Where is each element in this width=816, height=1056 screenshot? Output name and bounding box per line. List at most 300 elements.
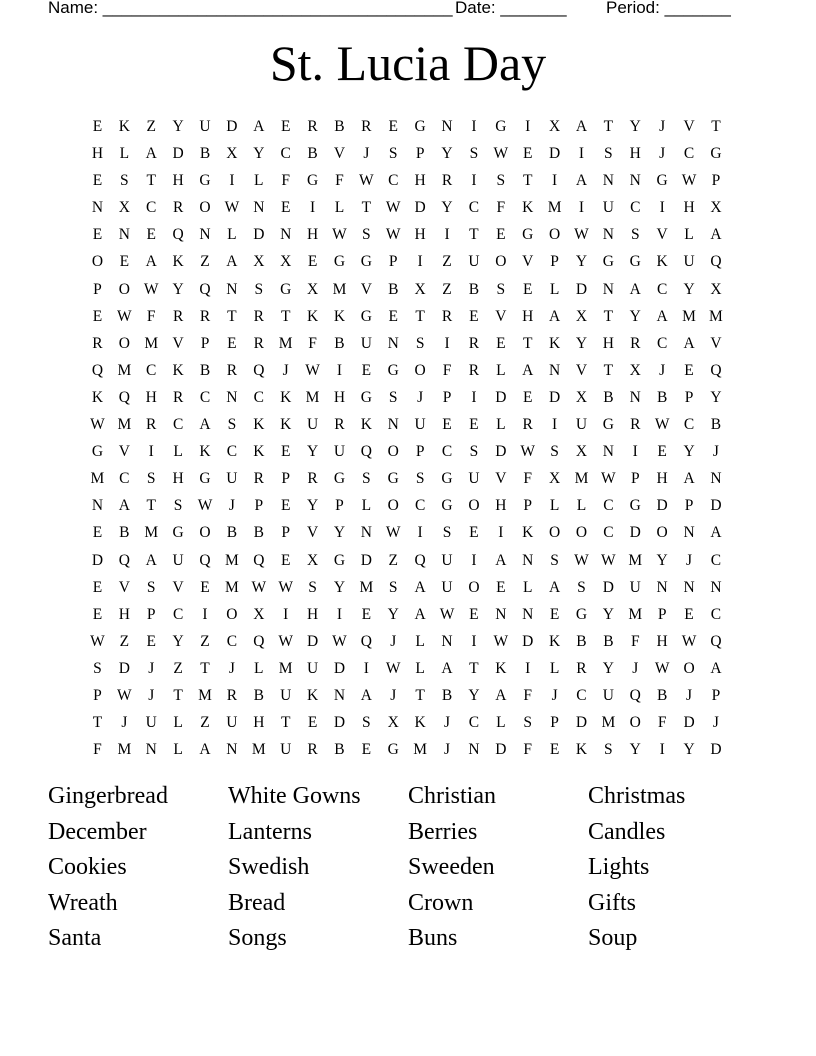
grid-letter: J	[632, 659, 639, 677]
grid-letter: W	[117, 307, 132, 325]
grid-letter: T	[415, 686, 425, 704]
grid-letter: V	[495, 307, 507, 325]
grid-letter: L	[496, 714, 506, 732]
grid-letter: B	[334, 741, 345, 759]
grid-letter: F	[523, 741, 532, 759]
grid-letter: F	[442, 361, 452, 379]
grid-letter: Y	[333, 578, 346, 596]
grid-letter: Q	[172, 226, 184, 244]
grid-letter: P	[146, 605, 156, 623]
grid-letter: K	[306, 686, 319, 704]
grid-letter: R	[522, 416, 533, 434]
grid-letter: N	[387, 416, 399, 434]
period-field: Period: _______	[606, 0, 731, 17]
grid-letter: E	[92, 226, 103, 244]
grid-letter: I	[578, 145, 585, 163]
grid-letter: A	[575, 172, 588, 190]
grid-letter: K	[280, 388, 292, 406]
grid-letter: S	[93, 659, 102, 677]
grid-letter: I	[578, 199, 585, 217]
grid-letter: C	[172, 605, 184, 623]
grid-letter: O	[199, 524, 211, 542]
grid-letter: W	[493, 632, 509, 650]
grid-letter: E	[146, 632, 156, 650]
grid-letter: I	[525, 118, 531, 135]
grid-letter: Z	[200, 253, 210, 271]
grid-letter: N	[602, 172, 614, 190]
word-list	[48, 780, 768, 958]
grid-letter: Q	[710, 632, 722, 650]
grid-letter: P	[415, 145, 425, 163]
grid-letter: W	[143, 280, 159, 298]
grid-letter: R	[307, 741, 318, 759]
grid-letter: T	[146, 172, 156, 190]
grid-letter: M	[628, 605, 643, 623]
grid-letter: M	[359, 578, 374, 596]
grid-letter: L	[254, 172, 264, 190]
grid-letter: V	[495, 470, 507, 488]
grid-letter: G	[414, 118, 426, 135]
grid-letter: A	[118, 497, 130, 515]
grid-letter: I	[552, 416, 558, 434]
grid-letter: W	[574, 226, 589, 244]
grid-letter: Z	[442, 280, 452, 298]
grid-letter: V	[522, 253, 534, 271]
grid-letter: S	[254, 280, 264, 298]
grid-letter: S	[362, 470, 371, 488]
word-list-item: Cookies	[48, 854, 127, 881]
grid-letter: J	[228, 497, 235, 515]
grid-letter: U	[306, 416, 319, 434]
grid-letter: J	[417, 388, 424, 406]
grid-letter: W	[385, 524, 401, 542]
grid-letter: U	[172, 551, 184, 569]
word-list-item: Buns	[408, 925, 458, 952]
grid-letter: K	[118, 118, 130, 135]
grid-letter: A	[495, 686, 507, 704]
grid-letter: M	[601, 714, 616, 732]
grid-letter: Y	[253, 145, 265, 163]
grid-letter: Y	[629, 307, 641, 325]
grid-letter: U	[145, 714, 157, 732]
grid-letter: W	[117, 686, 132, 704]
grid-letter: S	[577, 578, 586, 596]
word-list-item: Santa	[48, 925, 102, 952]
word-list-item: Gingerbread	[48, 783, 168, 809]
grid-letter: O	[548, 524, 561, 542]
grid-letter: K	[172, 253, 184, 271]
grid-letter: B	[199, 361, 211, 379]
grid-letter: T	[280, 714, 291, 732]
grid-letter: K	[360, 416, 372, 434]
grid-letter: B	[119, 524, 130, 542]
grid-letter: S	[227, 416, 237, 434]
grid-letter: Q	[199, 551, 211, 569]
grid-letter: T	[522, 172, 533, 190]
grid-letter: W	[385, 659, 401, 677]
word-list-item: Christmas	[588, 783, 686, 809]
grid-letter: Y	[656, 551, 668, 569]
grid-letter: H	[414, 172, 426, 190]
grid-letter: N	[683, 524, 695, 542]
grid-letter: U	[306, 659, 319, 677]
grid-letter: F	[146, 307, 156, 325]
grid-letter: I	[363, 659, 369, 677]
grid-letter: A	[145, 551, 157, 569]
grid-letter: E	[469, 524, 479, 542]
grid-letter: B	[576, 632, 587, 650]
grid-letter: N	[522, 551, 534, 569]
grid-letter: O	[387, 497, 399, 515]
grid-letter: P	[550, 253, 559, 271]
grid-letter: N	[333, 686, 346, 704]
word-list-item: Wreath	[48, 889, 118, 916]
grid-letter: S	[415, 334, 425, 352]
grid-letter: A	[575, 118, 588, 135]
grid-letter: S	[496, 280, 506, 298]
grid-letter: K	[253, 443, 265, 461]
grid-letter: E	[280, 443, 291, 461]
grid-letter: L	[254, 659, 264, 677]
grid-letter: I	[471, 118, 477, 135]
grid-letter: B	[656, 388, 668, 406]
grid-letter: I	[229, 172, 235, 190]
word-list-item: December	[48, 818, 147, 845]
grid-letter: C	[603, 497, 614, 515]
grid-letter: N	[91, 199, 104, 217]
grid-letter: N	[199, 226, 211, 244]
grid-letter: Y	[306, 443, 319, 461]
word-list-item: Christian	[408, 783, 496, 809]
word-list-item: Lights	[588, 854, 650, 881]
grid-letter: H	[522, 307, 534, 325]
grid-letter: E	[684, 361, 694, 379]
grid-letter: D	[495, 388, 507, 406]
grid-letter: E	[469, 307, 479, 325]
grid-letter: I	[336, 361, 343, 379]
grid-letter: N	[629, 388, 641, 406]
grid-letter: V	[710, 334, 722, 352]
grid-letter: J	[712, 443, 719, 461]
grid-letter: T	[469, 659, 479, 677]
grid-letter: U	[280, 686, 292, 704]
grid-letter: B	[603, 632, 614, 650]
grid-letter: T	[200, 659, 210, 677]
grid-letter: C	[172, 416, 184, 434]
date-field: Date: _______	[455, 0, 567, 17]
grid-letter: U	[199, 118, 211, 135]
grid-letter: X	[387, 714, 399, 732]
grid-letter: M	[682, 307, 696, 325]
grid-letter: U	[441, 551, 453, 569]
grid-letter: F	[523, 470, 532, 488]
grid-letter: W	[681, 632, 697, 650]
grid-letter: J	[148, 659, 155, 677]
grid-letter: P	[711, 172, 721, 190]
grid-letter: M	[628, 551, 643, 569]
grid-letter: W	[278, 578, 293, 596]
grid-letter: U	[602, 199, 614, 217]
grid-letter: Y	[629, 741, 641, 759]
grid-letter: L	[496, 416, 506, 434]
grid-letter: P	[281, 470, 290, 488]
grid-letter: E	[361, 605, 372, 623]
grid-letter: Q	[710, 253, 722, 271]
grid-letter: I	[471, 551, 477, 569]
grid-letter: M	[413, 741, 428, 759]
grid-letter: K	[333, 307, 346, 325]
grid-letter: W	[251, 578, 267, 596]
grid-letter: Q	[629, 686, 641, 704]
grid-letter: C	[468, 199, 480, 217]
grid-letter: I	[309, 199, 316, 217]
grid-letter: Q	[118, 388, 130, 406]
grid-letter: R	[172, 199, 184, 217]
grid-letter: J	[551, 686, 558, 704]
grid-letter: Q	[199, 280, 211, 298]
grid-letter: X	[306, 551, 319, 569]
grid-letter: C	[226, 632, 238, 650]
grid-letter: O	[118, 334, 130, 352]
grid-letter: R	[576, 659, 587, 677]
grid-letter: L	[496, 361, 506, 379]
grid-letter: M	[144, 334, 159, 352]
grid-letter: I	[417, 253, 423, 271]
grid-letter: D	[683, 714, 695, 732]
grid-letter: G	[602, 416, 614, 434]
grid-letter: S	[388, 578, 398, 596]
grid-letter: M	[117, 741, 132, 759]
grid-letter: D	[495, 741, 507, 759]
grid-letter: C	[683, 145, 695, 163]
grid-letter: G	[522, 226, 534, 244]
grid-letter: P	[281, 524, 290, 542]
grid-letter: W	[90, 632, 105, 650]
grid-letter: V	[575, 361, 588, 379]
grid-letter: I	[471, 632, 477, 650]
grid-letter: X	[280, 253, 292, 271]
grid-letter: N	[226, 741, 238, 759]
grid-letter: P	[200, 334, 210, 352]
grid-letter: G	[333, 253, 346, 271]
grid-letter: S	[388, 145, 398, 163]
grid-letter: Y	[468, 686, 480, 704]
grid-letter: M	[117, 416, 132, 434]
grid-letter: G	[199, 172, 211, 190]
grid-letter: T	[92, 714, 103, 732]
grid-letter: N	[548, 361, 561, 379]
grid-letter: L	[334, 199, 345, 217]
grid-letter: Z	[146, 118, 156, 135]
grid-letter: L	[173, 741, 183, 759]
grid-letter: E	[522, 280, 533, 298]
grid-letter: A	[710, 524, 722, 542]
grid-letter: H	[602, 334, 614, 352]
grid-letter: V	[306, 524, 319, 542]
grid-letter: W	[681, 172, 697, 190]
grid-letter: U	[280, 741, 292, 759]
grid-letter: F	[523, 686, 532, 704]
grid-letter: Y	[172, 632, 184, 650]
grid-letter: C	[414, 497, 426, 515]
grid-letter: M	[144, 524, 159, 542]
grid-letter: E	[657, 443, 667, 461]
grid-letter: V	[360, 280, 372, 298]
grid-letter: S	[388, 388, 398, 406]
grid-letter: M	[198, 686, 212, 704]
grid-letter: C	[630, 199, 641, 217]
grid-letter: I	[444, 226, 450, 244]
grid-letter: H	[253, 714, 265, 732]
grid-letter: D	[253, 226, 265, 244]
grid-letter: C	[710, 551, 722, 569]
grid-letter: W	[359, 172, 374, 190]
grid-letter: Q	[118, 551, 130, 569]
grid-letter: S	[523, 714, 532, 732]
grid-letter: L	[549, 659, 560, 677]
grid-letter: Y	[172, 118, 184, 135]
grid-letter: R	[468, 334, 480, 352]
grid-letter: K	[522, 199, 534, 217]
word-list-item: Bread	[228, 889, 286, 916]
grid-letter: B	[334, 118, 345, 135]
grid-letter: B	[307, 145, 318, 163]
page-title: St. Lucia Day	[269, 35, 547, 91]
grid-letter: S	[146, 470, 156, 488]
grid-letter: S	[469, 145, 479, 163]
grid-letter: Y	[172, 280, 184, 298]
grid-letter: Y	[441, 145, 453, 163]
grid-letter: Y	[441, 199, 453, 217]
student-info-header	[48, 0, 748, 18]
grid-letter: T	[173, 686, 183, 704]
grid-letter: N	[145, 741, 157, 759]
grid-letter: G	[441, 470, 453, 488]
grid-letter: W	[520, 443, 536, 461]
grid-letter: Y	[333, 524, 346, 542]
grid-letter: D	[548, 388, 561, 406]
grid-letter: J	[148, 686, 155, 704]
grid-letter: G	[441, 497, 453, 515]
grid-letter: O	[629, 714, 641, 732]
grid-letter: G	[306, 172, 319, 190]
grid-letter: N	[710, 578, 722, 596]
grid-letter: N	[441, 632, 453, 650]
grid-letter: M	[117, 361, 132, 379]
name-field: Name: _____________________________________	[48, 0, 453, 17]
grid-letter: T	[603, 307, 614, 325]
grid-letter: R	[226, 686, 238, 704]
grid-letter: U	[226, 714, 238, 732]
grid-letter: S	[550, 551, 559, 569]
grid-letter: K	[522, 524, 534, 542]
grid-letter: Y	[629, 118, 641, 135]
grid-letter: F	[308, 334, 317, 352]
grid-letter: P	[335, 497, 344, 515]
grid-letter: J	[712, 714, 719, 732]
grid-letter: L	[173, 714, 183, 732]
grid-letter: S	[415, 470, 425, 488]
grid-letter: D	[333, 714, 346, 732]
grid-letter: E	[684, 605, 694, 623]
grid-letter: A	[629, 280, 641, 298]
word-list-item: Berries	[408, 818, 478, 845]
grid-letter: A	[522, 361, 534, 379]
grid-letter: M	[225, 578, 239, 596]
grid-letter: E	[496, 578, 506, 596]
grid-letter: A	[226, 253, 238, 271]
grid-letter: H	[683, 199, 695, 217]
grid-letter: P	[684, 497, 694, 515]
grid-letter: I	[471, 172, 477, 190]
grid-letter: Q	[360, 632, 372, 650]
grid-letter: I	[525, 659, 531, 677]
word-list-item: Gifts	[588, 889, 636, 916]
grid-letter: K	[280, 416, 292, 434]
grid-letter: F	[93, 741, 102, 759]
grid-letter: B	[656, 686, 668, 704]
grid-letter: N	[710, 470, 722, 488]
grid-letter: Q	[91, 361, 104, 379]
grid-letter: B	[253, 524, 264, 542]
grid-letter: W	[654, 659, 670, 677]
grid-letter: B	[226, 524, 238, 542]
grid-letter: V	[656, 226, 668, 244]
grid-letter: A	[199, 741, 211, 759]
grid-letter: R	[253, 334, 264, 352]
grid-letter: Y	[710, 388, 722, 406]
grid-letter: M	[574, 470, 589, 488]
grid-letter: K	[548, 334, 561, 352]
grid-letter: N	[226, 388, 238, 406]
grid-letter: A	[199, 416, 211, 434]
grid-letter: Q	[710, 361, 722, 379]
grid-letter: Q	[414, 551, 426, 569]
grid-letter: A	[360, 686, 372, 704]
grid-letter: R	[253, 307, 264, 325]
grid-letter: V	[172, 578, 184, 596]
grid-letter: I	[148, 443, 154, 461]
grid-letter: E	[92, 605, 103, 623]
grid-letter: W	[601, 551, 616, 569]
grid-letter: P	[388, 253, 398, 271]
grid-letter: G	[360, 388, 372, 406]
grid-letter: E	[280, 118, 291, 135]
grid-letter: R	[146, 416, 157, 434]
grid-letter: K	[548, 632, 561, 650]
word-list-item: Candles	[588, 818, 666, 845]
grid-letter: V	[118, 443, 130, 461]
grid-letter: N	[360, 524, 372, 542]
grid-letter: C	[226, 443, 238, 461]
grid-letter: V	[333, 145, 346, 163]
grid-letter: G	[199, 470, 211, 488]
grid-letter: P	[523, 497, 532, 515]
grid-letter: G	[656, 172, 668, 190]
grid-letter: O	[387, 443, 399, 461]
grid-letter: O	[468, 578, 480, 596]
grid-letter: X	[414, 280, 426, 298]
grid-letter: W	[493, 145, 509, 163]
grid-letter: A	[710, 226, 722, 244]
grid-letter: J	[686, 686, 693, 704]
grid-letter: S	[120, 172, 129, 190]
word-search-grid	[84, 113, 729, 763]
grid-letter: P	[684, 388, 694, 406]
grid-letter: J	[659, 118, 666, 135]
grid-letter: U	[414, 416, 426, 434]
grid-letter: L	[415, 632, 425, 650]
